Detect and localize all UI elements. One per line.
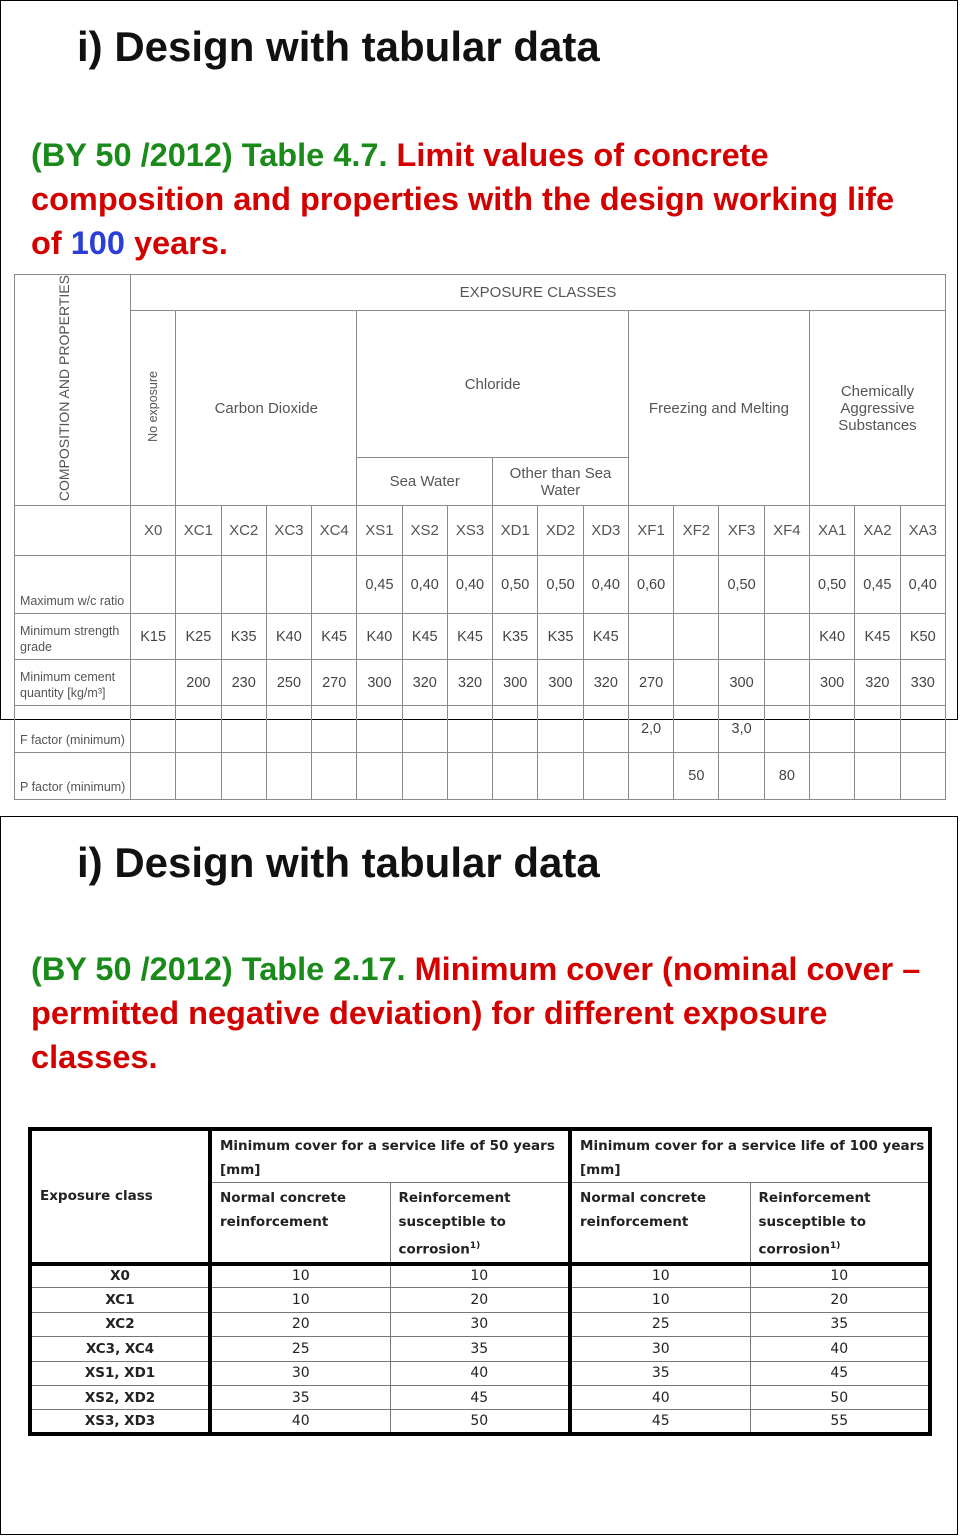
- row-label: Minimum cement quantity [kg/m³]: [15, 660, 131, 706]
- table-cell: 270: [628, 660, 673, 706]
- table-cell: 320: [402, 660, 447, 706]
- table-cell: K25: [176, 614, 221, 660]
- cover-value-cell: 10: [570, 1264, 750, 1288]
- table-cell: K35: [538, 614, 583, 660]
- table-cell: 300: [493, 660, 538, 706]
- table-cell: 200: [176, 660, 221, 706]
- exposure-class-cell: XC2: [30, 1312, 210, 1336]
- exposure-class-cell: XC1: [30, 1288, 210, 1312]
- table-cell: [447, 753, 492, 800]
- chemically-aggressive-header: Chemically Aggressive Substances: [809, 311, 945, 506]
- table-cell: [719, 614, 764, 660]
- cover-value-cell: 35: [570, 1361, 750, 1385]
- cover-value-cell: 10: [210, 1288, 390, 1312]
- table-cell: [266, 556, 311, 614]
- footnote-mark: 1): [829, 1241, 841, 1251]
- table-cell: K45: [855, 614, 900, 660]
- table-cell: K50: [900, 614, 946, 660]
- table-cell: [538, 753, 583, 800]
- table-cell: 330: [900, 660, 946, 706]
- normal-50-header: Normal concrete reinforcement: [210, 1183, 390, 1264]
- table-row: [30, 1385, 930, 1409]
- table-cell: 0,45: [357, 556, 402, 614]
- cover-value-cell: 40: [750, 1337, 930, 1361]
- row-label: Maximum w/c ratio: [15, 556, 131, 614]
- table-cell: [855, 706, 900, 753]
- cover-value-cell: 55: [750, 1410, 930, 1434]
- cover-value-cell: 20: [210, 1312, 390, 1336]
- table-reference: (BY 50 /2012) Table 2.17.: [31, 951, 406, 987]
- class-header-xc4: XC4: [312, 506, 357, 556]
- exposure-class-header: Exposure class: [30, 1129, 210, 1264]
- table-4-7: [14, 274, 945, 795]
- table-cell: [674, 556, 719, 614]
- table-cell: [809, 706, 854, 753]
- table-cell: [312, 556, 357, 614]
- table-reference: (BY 50 /2012) Table 4.7.: [31, 137, 388, 173]
- cover-value-cell: 45: [390, 1385, 570, 1409]
- carbon-dioxide-header: Carbon Dioxide: [176, 311, 357, 506]
- susceptible-50-label: Reinforcement susceptible to corrosion: [398, 1190, 511, 1258]
- table-row: [15, 753, 946, 800]
- table-cell: 300: [719, 660, 764, 706]
- cover-value-cell: 20: [390, 1288, 570, 1312]
- class-header-x0: X0: [131, 506, 176, 556]
- table-row: [30, 1361, 930, 1385]
- cover-value-cell: 40: [390, 1361, 570, 1385]
- class-header-xs2: XS2: [402, 506, 447, 556]
- cover-value-cell: 35: [210, 1385, 390, 1409]
- susceptible-100-label: Reinforcement susceptible to corrosion: [758, 1190, 871, 1258]
- class-header-xf1: XF1: [628, 506, 673, 556]
- table-row: [30, 1288, 930, 1312]
- table-row: [15, 660, 946, 706]
- table-cell: [131, 556, 176, 614]
- class-header-xf3: XF3: [719, 506, 764, 556]
- table-cell: K45: [447, 614, 492, 660]
- table-cell: 0,40: [402, 556, 447, 614]
- exposure-class-cell: X0: [30, 1264, 210, 1288]
- min-cover-100-header: Minimum cover for a service life of 100 years [mm]: [570, 1129, 930, 1183]
- class-header-xc2: XC2: [221, 506, 266, 556]
- table-cell: [583, 753, 628, 800]
- class-header-xa1: XA1: [809, 506, 854, 556]
- table-row: [30, 1337, 930, 1361]
- row-label: F factor (minimum): [15, 706, 131, 753]
- corner-label: COMPOSITION AND PROPERTIES: [55, 275, 72, 502]
- table-cell: 0,40: [583, 556, 628, 614]
- exposure-class-cell: XS3, XD3: [30, 1410, 210, 1434]
- table-cell: [266, 753, 311, 800]
- table-cell: [221, 556, 266, 614]
- cover-value-cell: 30: [390, 1312, 570, 1336]
- table-cell: [176, 706, 221, 753]
- corner-label-cell: [15, 275, 131, 506]
- table-cell: [674, 706, 719, 753]
- table-row: [30, 1410, 930, 1434]
- table-cell: [131, 753, 176, 800]
- slide-2-title: i) Design with tabular data: [77, 839, 600, 886]
- cover-value-cell: 20: [750, 1288, 930, 1312]
- class-header-xf2: XF2: [674, 506, 719, 556]
- table-cell: [764, 614, 809, 660]
- table-cell: [674, 660, 719, 706]
- subtitle-number: 100: [70, 225, 125, 261]
- cover-value-cell: 30: [570, 1337, 750, 1361]
- table-cell: [809, 753, 854, 800]
- class-header-xc3: XC3: [266, 506, 311, 556]
- table-cell: [176, 753, 221, 800]
- table-cell: 0,40: [447, 556, 492, 614]
- footnote-mark: 1): [469, 1241, 481, 1251]
- other-than-sea-water-header: Other than Sea Water: [493, 458, 629, 506]
- chloride-header: Chloride: [357, 311, 629, 458]
- table-cell: [493, 753, 538, 800]
- table-cell: 0,50: [493, 556, 538, 614]
- class-header-xs3: XS3: [447, 506, 492, 556]
- row-label: P factor (minimum): [15, 753, 131, 800]
- exposure-class-cell: XS1, XD1: [30, 1361, 210, 1385]
- table-2-17: [28, 1127, 928, 1430]
- table-cell: [131, 706, 176, 753]
- table-cell: [312, 753, 357, 800]
- cover-value-cell: 10: [210, 1264, 390, 1288]
- table-cell: [357, 706, 402, 753]
- table-cell: 0,50: [538, 556, 583, 614]
- cover-value-cell: 35: [750, 1312, 930, 1336]
- slide-1-subtitle: [31, 133, 931, 265]
- cover-value-cell: 35: [390, 1337, 570, 1361]
- cover-value-cell: 10: [750, 1264, 930, 1288]
- table-row: [30, 1264, 930, 1288]
- table-cell: [628, 753, 673, 800]
- class-header-xd2: XD2: [538, 506, 583, 556]
- table-row: [30, 1312, 930, 1336]
- table-cell: 0,60: [628, 556, 673, 614]
- subtitle-end: years.: [124, 225, 228, 261]
- table-cell: K40: [266, 614, 311, 660]
- table-cell: 300: [538, 660, 583, 706]
- sea-water-header: Sea Water: [357, 458, 493, 506]
- normal-100-header: Normal concrete reinforcement: [570, 1183, 750, 1264]
- table-cell: [764, 660, 809, 706]
- subtitle-text: Limit values of concrete composition and properties with the design working life of: [31, 137, 895, 261]
- table-cell: [719, 753, 764, 800]
- table-cell: K45: [312, 614, 357, 660]
- table-cell: [538, 706, 583, 753]
- min-cover-50-header: Minimum cover for a service life of 50 years [mm]: [210, 1129, 570, 1183]
- class-header-xa3: XA3: [900, 506, 946, 556]
- class-header-xf4: XF4: [764, 506, 809, 556]
- table-cell: [900, 706, 946, 753]
- table-cell: [221, 706, 266, 753]
- table-cell: [266, 706, 311, 753]
- susceptible-100-header: [750, 1183, 930, 1264]
- table-cell: K35: [493, 614, 538, 660]
- table-cell: 300: [357, 660, 402, 706]
- table-cell: 270: [312, 660, 357, 706]
- table-cell: [493, 706, 538, 753]
- cover-value-cell: 50: [390, 1410, 570, 1434]
- table-cell: [402, 753, 447, 800]
- class-header-xs1: XS1: [357, 506, 402, 556]
- table-cell: [764, 556, 809, 614]
- table-cell: [764, 706, 809, 753]
- table-row: [15, 614, 946, 660]
- table-cell: K45: [402, 614, 447, 660]
- exposure-class-cell: XC3, XC4: [30, 1337, 210, 1361]
- cover-value-cell: 45: [570, 1410, 750, 1434]
- cover-value-cell: 50: [750, 1385, 930, 1409]
- table-cell: [176, 556, 221, 614]
- slide-1-title: i) Design with tabular data: [77, 23, 600, 70]
- table-cell: [628, 614, 673, 660]
- cover-value-cell: 40: [210, 1410, 390, 1434]
- empty-cell: [15, 506, 131, 556]
- table-cell: K40: [357, 614, 402, 660]
- table-row: [15, 556, 946, 614]
- exposure-class-cell: XS2, XD2: [30, 1385, 210, 1409]
- cover-value-cell: 45: [750, 1361, 930, 1385]
- row-label: Minimum strength grade: [15, 614, 131, 660]
- table-cell: 320: [583, 660, 628, 706]
- table-cell: [674, 614, 719, 660]
- cover-value-cell: 10: [570, 1288, 750, 1312]
- no-exposure-cell: [131, 311, 176, 506]
- table-cell: 0,50: [719, 556, 764, 614]
- class-header-xc1: XC1: [176, 506, 221, 556]
- cover-value-cell: 25: [210, 1337, 390, 1361]
- table-cell: 50: [674, 753, 719, 800]
- table-cell: 80: [764, 753, 809, 800]
- cover-value-cell: 10: [390, 1264, 570, 1288]
- table-cell: 0,45: [855, 556, 900, 614]
- table-cell: 300: [809, 660, 854, 706]
- exposure-classes-header: EXPOSURE CLASSES: [131, 275, 946, 311]
- cover-value-cell: 40: [570, 1385, 750, 1409]
- table-cell: 320: [447, 660, 492, 706]
- cover-value-cell: 25: [570, 1312, 750, 1336]
- table-cell: 250: [266, 660, 311, 706]
- class-header-xa2: XA2: [855, 506, 900, 556]
- table-cell: [855, 753, 900, 800]
- class-header-xd1: XD1: [493, 506, 538, 556]
- table-cell: [221, 753, 266, 800]
- freezing-melting-header: Freezing and Melting: [628, 311, 809, 506]
- table-cell: K40: [809, 614, 854, 660]
- table-cell: 0,50: [809, 556, 854, 614]
- table-row: [15, 706, 946, 753]
- no-exposure-label: No exposure: [145, 370, 160, 442]
- table-cell: [900, 753, 946, 800]
- table-cell: [447, 706, 492, 753]
- table-cell: 0,40: [900, 556, 946, 614]
- table-cell: 2,0: [628, 706, 673, 753]
- class-row: [15, 506, 946, 556]
- table-cell: [131, 660, 176, 706]
- table-cell: 320: [855, 660, 900, 706]
- table-cell: [357, 753, 402, 800]
- table-cell: K45: [583, 614, 628, 660]
- table-cell: [402, 706, 447, 753]
- table-cell: K35: [221, 614, 266, 660]
- table-cell: [583, 706, 628, 753]
- table-cell: [312, 706, 357, 753]
- subtitle-text: Minimum cover (nominal cover – permitted negative deviation) for different exposure classes.: [31, 951, 921, 1075]
- table-cell: K15: [131, 614, 176, 660]
- slide-2-subtitle: [31, 947, 931, 1079]
- table-cell: 3,0: [719, 706, 764, 753]
- susceptible-50-header: [390, 1183, 570, 1264]
- cover-value-cell: 30: [210, 1361, 390, 1385]
- class-header-xd3: XD3: [583, 506, 628, 556]
- table-cell: 230: [221, 660, 266, 706]
